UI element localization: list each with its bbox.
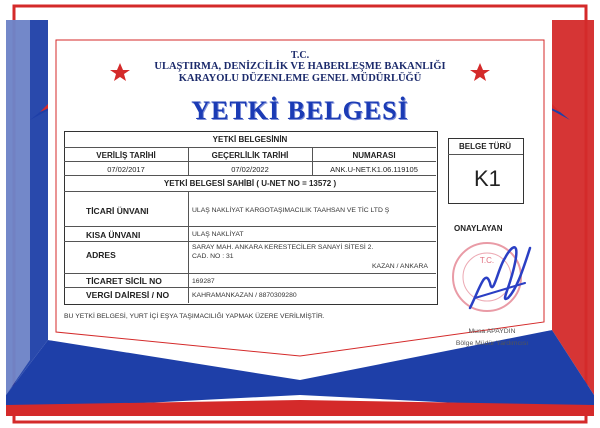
valid-date-value: 07/02/2022 <box>231 165 269 174</box>
header-tc: T.C. <box>290 50 310 61</box>
certificate-title: YETKİ BELGESİ <box>191 96 409 125</box>
trade-name-label: TİCARİ ÜNVANI <box>86 206 149 216</box>
owner-heading: YETKİ BELGESİ SAHİBİ ( U-NET NO = 13572 ) <box>163 179 337 188</box>
short-name-label: KISA ÜNVANI <box>86 230 141 240</box>
address-line2: CAD. NO : 31 <box>192 253 234 260</box>
approver-title: Bölge Müdür Yardımcısı <box>455 340 529 347</box>
type-label: BELGE TÜRÜ <box>459 142 511 151</box>
address-line1: SARAY MAH. ANKARA KERESTECİLER SANAYİ SİTESİ 2. <box>192 244 374 251</box>
address-city: KAZAN / ANKARA <box>372 263 428 270</box>
table-caption: YETKİ BELGESİNİN <box>212 135 288 144</box>
tax-value: KAHRAMANKAZAN / 8870309280 <box>192 292 297 299</box>
seal-text: T.C. <box>479 256 495 265</box>
address-label: ADRES <box>86 250 116 260</box>
trade-name-value: ULAŞ NAKLİYAT KARGOTAŞIMACILIK TAAHSAN VE TİC LTD Ş <box>192 207 390 214</box>
col-number: NUMARASI <box>352 151 396 160</box>
certificate-note: BU YETKİ BELGESİ, YURT İÇİ EŞYA TAŞIMACILIĞI YAPMAK ÜZERE VERİLMİŞTİR. <box>64 313 325 320</box>
col-issue-date: VERİLİŞ TARİHİ <box>96 151 156 160</box>
col-valid-date: GEÇERLİLİK TARİHİ <box>211 151 289 160</box>
type-value: K1 <box>474 166 501 191</box>
issue-date-value: 07/02/2017 <box>107 165 145 174</box>
header-directorate: KARAYOLU DÜZENLEME GENEL MÜDÜRLÜĞÜ <box>178 73 422 84</box>
registry-label: TİCARET SİCİL NO <box>86 276 162 286</box>
header-ministry: ULAŞTIRMA, DENİZCİLİK VE HABERLEŞME BAKANLIĞI <box>154 61 446 72</box>
tax-label: VERGİ DAİRESİ / NO <box>86 290 170 300</box>
short-name-value: ULAŞ NAKLİYAT <box>192 231 244 238</box>
approver-name: Musa APAYDIN <box>468 328 516 335</box>
approval-label: ONAYLAYAN <box>454 224 503 233</box>
registry-value: 169287 <box>192 278 215 285</box>
signature <box>460 228 540 328</box>
number-value: ANK.U-NET.K1.06.119105 <box>330 165 418 174</box>
